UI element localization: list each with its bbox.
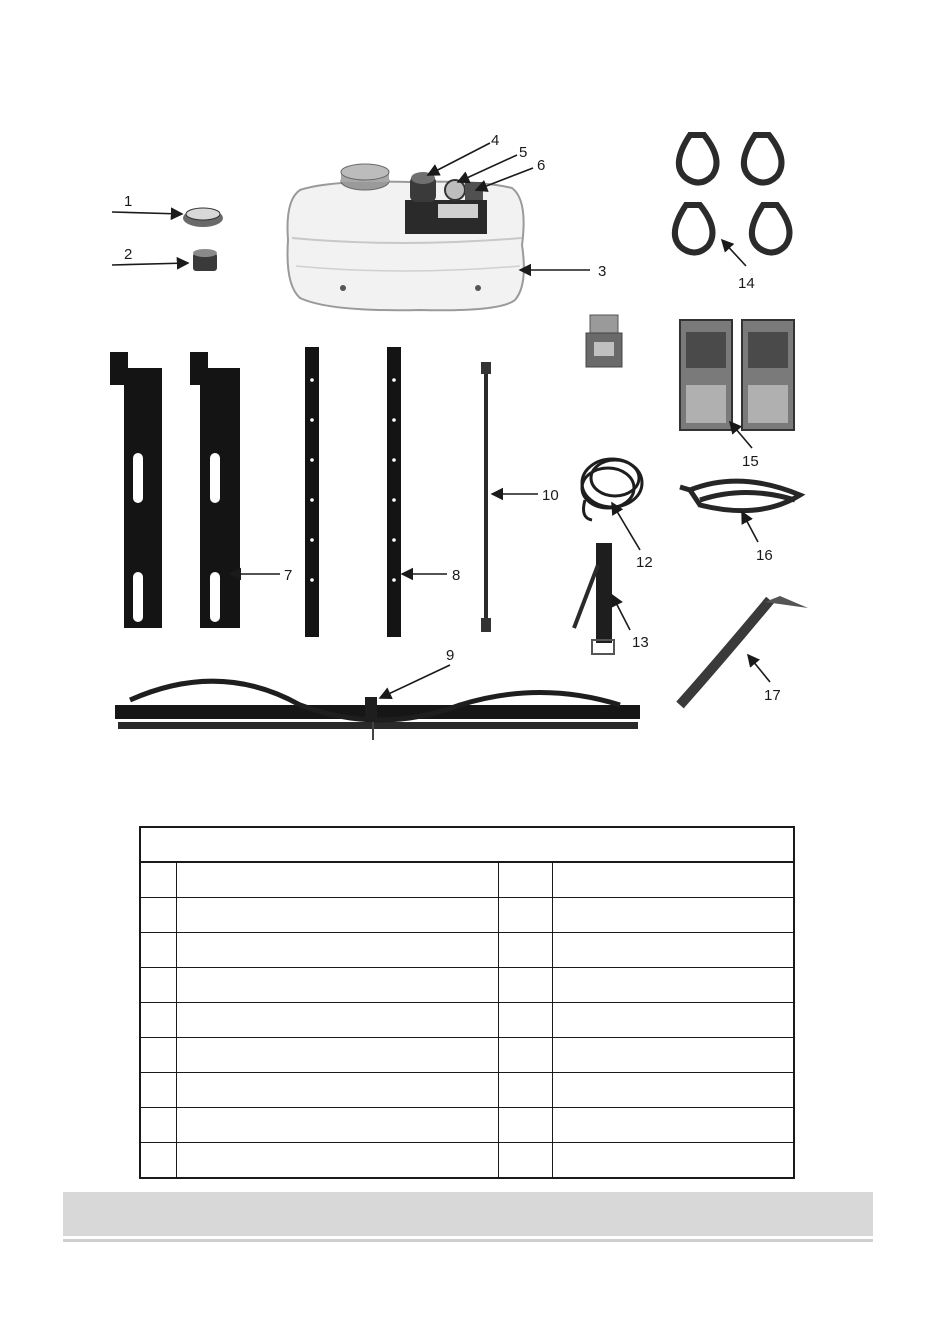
part-name-left <box>176 1143 498 1179</box>
table-row <box>140 1143 794 1179</box>
part-number-right <box>498 933 552 968</box>
part-name-left <box>176 1003 498 1038</box>
part-name-right <box>552 898 794 933</box>
part-number-right <box>498 898 552 933</box>
part-name-left <box>176 968 498 1003</box>
part-name-left <box>176 1073 498 1108</box>
callout-8: 8 <box>452 567 461 584</box>
part-1-cap <box>183 208 223 227</box>
part-name-right <box>552 1108 794 1143</box>
callout-9: 9 <box>446 647 455 664</box>
footer-divider <box>63 1239 873 1242</box>
part-number-left <box>140 1143 176 1179</box>
table-row <box>140 1108 794 1143</box>
callout-16: 16 <box>756 547 773 564</box>
part-number-right <box>498 1143 552 1179</box>
part-13-nozzle <box>574 543 614 654</box>
part-9-boom <box>115 681 640 740</box>
part-number-left <box>140 1108 176 1143</box>
table-row <box>140 1038 794 1073</box>
callout-15: 15 <box>742 453 759 470</box>
part-name-left <box>176 933 498 968</box>
parts-list-table <box>139 826 795 1179</box>
part-10-wand <box>481 362 491 632</box>
part-number-left <box>140 1003 176 1038</box>
part-11-fitting <box>586 315 622 367</box>
part-2-strainer <box>193 249 217 271</box>
part-number-left <box>140 898 176 933</box>
part-number-right <box>498 1038 552 1073</box>
part-number-left <box>140 968 176 1003</box>
part-number-left <box>140 933 176 968</box>
part-12-hose-coil <box>582 459 642 520</box>
part-17-strap <box>680 596 808 705</box>
callout-10: 10 <box>542 487 559 504</box>
part-name-right <box>552 1073 794 1108</box>
part-16-strap-coil <box>680 481 800 511</box>
table-row <box>140 1073 794 1108</box>
callout-14: 14 <box>738 275 755 292</box>
part-number-right <box>498 1073 552 1108</box>
callout-4: 4 <box>491 132 500 149</box>
part-number-left <box>140 1073 176 1108</box>
part-name-right <box>552 862 794 898</box>
callout-3: 3 <box>598 263 607 280</box>
table-row <box>140 968 794 1003</box>
part-name-right <box>552 933 794 968</box>
parts-table-title-row <box>140 827 794 862</box>
table-row <box>140 862 794 898</box>
part-number-right <box>498 1108 552 1143</box>
part-number-right <box>498 862 552 898</box>
table-row <box>140 933 794 968</box>
callout-13: 13 <box>632 634 649 651</box>
part-number-left <box>140 862 176 898</box>
part-name-left <box>176 862 498 898</box>
part-15-ratchets <box>680 320 794 430</box>
parts-table-title <box>140 827 794 862</box>
callout-6: 6 <box>537 157 546 174</box>
part-name-left <box>176 898 498 933</box>
part-name-right <box>552 1143 794 1179</box>
part-name-right <box>552 968 794 1003</box>
callout-5: 5 <box>519 144 528 161</box>
part-7-brackets <box>110 352 240 628</box>
table-row <box>140 1003 794 1038</box>
part-number-left <box>140 1038 176 1073</box>
part-name-right <box>552 1003 794 1038</box>
table-row <box>140 898 794 933</box>
callout-1: 1 <box>124 193 133 210</box>
part-number-right <box>498 1003 552 1038</box>
callout-17: 17 <box>764 687 781 704</box>
callout-2: 2 <box>124 246 133 263</box>
part-name-right <box>552 1038 794 1073</box>
callout-7: 7 <box>284 567 293 584</box>
footer-band <box>63 1192 873 1236</box>
part-number-right <box>498 968 552 1003</box>
callout-12: 12 <box>636 554 653 571</box>
part-name-left <box>176 1038 498 1073</box>
part-name-left <box>176 1108 498 1143</box>
part-8-rails <box>305 347 401 637</box>
part-14-shackles <box>675 135 790 253</box>
